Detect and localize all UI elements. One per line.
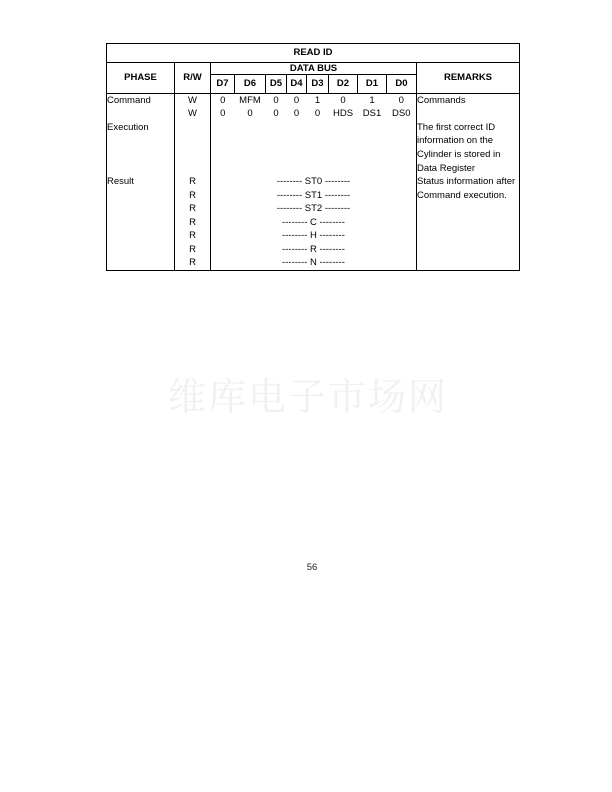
bus-bit-value: 0 <box>220 108 226 120</box>
table-title: READ ID <box>107 44 520 63</box>
rw-cell <box>175 121 211 135</box>
rw-cell <box>175 161 211 175</box>
bus-bit-value: MFM <box>239 94 261 106</box>
bus-span-cell: -------- ST2 -------- <box>211 202 417 216</box>
phase-cell <box>107 216 175 230</box>
remarks-cell: Cylinder is stored in <box>417 148 501 160</box>
bus-bit-value: 1 <box>314 94 321 106</box>
phase-cell <box>107 161 175 175</box>
phase-cell <box>107 148 175 162</box>
remarks-cell <box>417 107 520 121</box>
table-row <box>107 257 520 271</box>
table-row <box>107 148 520 162</box>
table-row <box>107 189 520 203</box>
rw-cell: R <box>175 216 211 230</box>
rw-cell: R <box>175 243 211 257</box>
bus-bit-value: 0 <box>273 108 279 120</box>
table-row <box>107 202 520 216</box>
bus-span-cell: -------- ST1 -------- <box>211 189 417 203</box>
header-rw: R/W <box>175 63 211 94</box>
bit-header-d2: D2 <box>329 75 358 94</box>
bus-bit-value: 0 <box>387 94 417 108</box>
bit-header-d0: D0 <box>387 75 417 94</box>
remarks-cell: Commands <box>417 94 466 106</box>
bus-bit-value: 0 <box>293 94 300 106</box>
table-row <box>107 94 520 108</box>
bit-header-d3: D3 <box>307 75 329 94</box>
rw-cell: R <box>175 229 211 243</box>
table-row <box>107 107 520 121</box>
remarks-cell <box>417 202 520 216</box>
bus-span-cell: -------- C -------- <box>211 216 417 230</box>
bus-bit-value: 0 <box>247 108 253 120</box>
phase-cell <box>107 134 175 148</box>
bus-span-cell <box>211 148 417 162</box>
bus-bit-value: 0 <box>273 94 279 106</box>
rw-cell: R <box>175 257 211 271</box>
rw-cell: W <box>175 107 211 121</box>
bus-bit-value: 0 <box>220 94 226 106</box>
watermark-text: 维库电子市场网 <box>168 375 449 419</box>
remarks-cell: information on the <box>417 135 494 147</box>
bit-header-d4: D4 <box>287 75 307 94</box>
remarks-cell: The first correct ID <box>417 121 496 133</box>
phase-cell <box>107 107 175 121</box>
bit-header-d5: D5 <box>266 75 287 94</box>
remarks-cell <box>417 257 520 271</box>
table-row <box>107 229 520 243</box>
remarks-cell <box>417 216 520 230</box>
remarks-cell: Command execution. <box>417 189 507 201</box>
header-remarks: REMARKS <box>417 63 520 94</box>
header-data-bus: DATA BUS <box>211 63 417 75</box>
bus-span-cell: -------- R -------- <box>211 243 417 257</box>
phase-cell <box>107 189 175 203</box>
bus-span-cell <box>211 134 417 148</box>
rw-cell: R <box>175 189 211 203</box>
phase-cell <box>107 257 175 271</box>
bus-span-cell <box>211 121 417 135</box>
phase-cell <box>107 229 175 243</box>
phase-cell: Command <box>107 94 175 108</box>
bus-span-cell: -------- N -------- <box>211 257 417 271</box>
bus-bit-value: 0 <box>340 94 346 106</box>
remarks-cell: Status information after <box>417 176 516 188</box>
bit-header-d6: D6 <box>235 75 266 94</box>
bit-header-d1: D1 <box>358 75 387 94</box>
bus-bit-value: 0 <box>314 108 321 120</box>
table-row <box>107 121 520 135</box>
bus-span-cell: -------- ST0 -------- <box>211 175 417 189</box>
phase-cell: Execution <box>107 121 175 135</box>
bit-header-d7: D7 <box>211 75 235 94</box>
rw-cell: R <box>175 202 211 216</box>
read-id-command-table <box>106 43 520 271</box>
remarks-cell <box>417 243 520 257</box>
table-row <box>107 216 520 230</box>
rw-cell <box>175 148 211 162</box>
bus-span-cell: -------- H -------- <box>211 229 417 243</box>
phase-cell: Result <box>107 175 175 189</box>
rw-cell: W <box>175 94 211 108</box>
phase-cell <box>107 202 175 216</box>
page-number: 56 <box>306 562 318 573</box>
phase-cell <box>107 243 175 257</box>
table-row <box>107 134 520 148</box>
rw-cell <box>175 134 211 148</box>
table-row <box>107 161 520 175</box>
table-row <box>107 243 520 257</box>
remarks-cell <box>417 229 520 243</box>
bus-bit-value: 1 <box>369 94 375 106</box>
table-row <box>107 175 520 189</box>
bus-bit-value: 0 <box>293 108 300 120</box>
bus-bit-value: DS1 <box>362 108 382 120</box>
rw-cell: R <box>175 175 211 189</box>
remarks-cell: Data Register <box>417 162 476 174</box>
bus-span-cell <box>211 161 417 175</box>
bus-bit-value: DS0 <box>387 107 417 121</box>
header-phase: PHASE <box>107 63 175 94</box>
bus-bit-value: HDS <box>332 108 354 120</box>
